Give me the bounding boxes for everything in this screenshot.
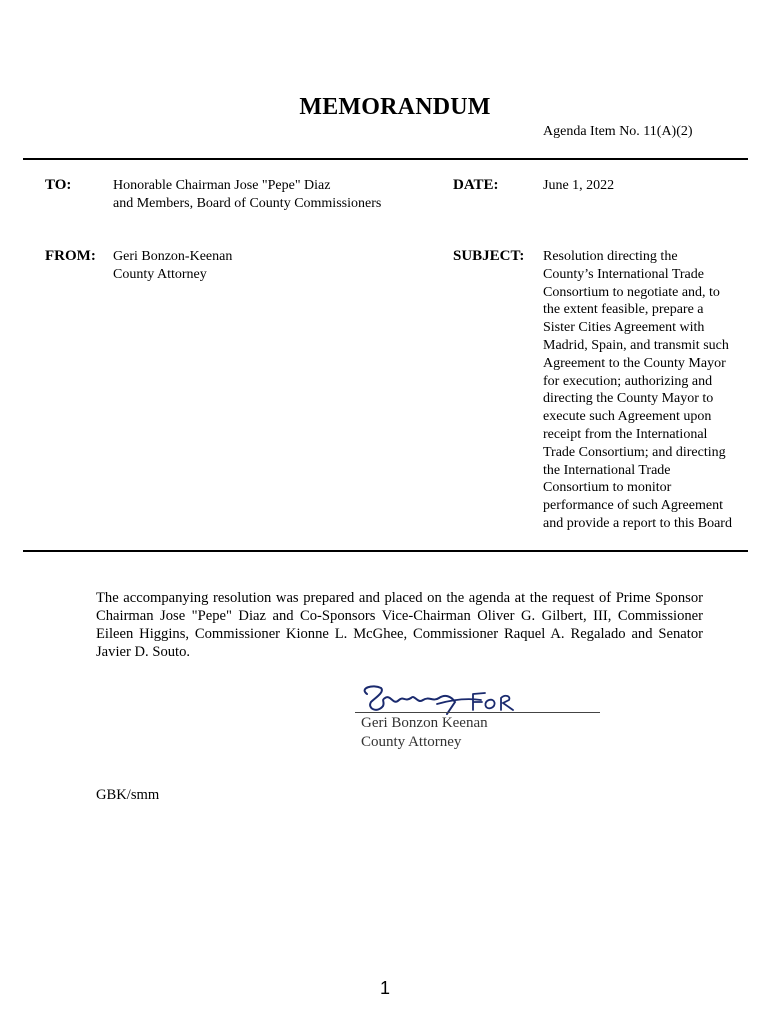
from-sender	[113, 248, 232, 284]
top-divider	[23, 158, 748, 160]
signer-title: County Attorney	[361, 734, 462, 750]
to-line-2: and Members, Board of County Commissioners	[113, 196, 382, 211]
date-value: June 1, 2022	[543, 178, 615, 193]
subject-line: Trade Consortium; and directing	[543, 444, 726, 460]
bottom-divider	[23, 550, 748, 552]
subject-line: directing the County Mayor to	[543, 391, 714, 407]
subject-line: Resolution directing the	[543, 249, 678, 264]
subject-line: and provide a report to this Board	[543, 515, 732, 531]
subject-line: Agreement to the County Mayor	[543, 355, 726, 371]
subject-line: County’s International Trade	[543, 266, 704, 282]
subject-line: Sister Cities Agreement with	[543, 320, 705, 336]
to-label: TO:	[45, 177, 72, 193]
subject-label: SUBJECT:	[453, 248, 525, 264]
from-line-2: County Attorney	[113, 267, 207, 282]
subject-line: for execution; authorizing and	[543, 373, 713, 389]
subject-line: receipt from the International	[543, 426, 708, 442]
typist-initials: GBK/smm	[96, 787, 160, 803]
signer-name: Geri Bonzon Keenan	[361, 715, 488, 731]
subject-line: the International Trade	[543, 462, 671, 478]
signature-block	[355, 680, 615, 760]
from-label: FROM:	[45, 248, 96, 264]
agenda-item-number: Agenda Item No. 11(A)(2)	[543, 124, 693, 139]
to-recipient	[113, 177, 381, 213]
to-line-1: Honorable Chairman Jose "Pepe" Diaz	[113, 178, 331, 193]
subject-text	[543, 248, 753, 533]
body-paragraph: The accompanying resolution was prepared and placed on the agenda at the request of Prime Sponsor Chairman Jose "Pepe" Diaz and Co-Sponsors Vice-Chairman Oliver G. Gilbert, III, Commissioner Eileen Higgins, Commissioner Kionne L. McGhee, Commissioner Raquel A. Regalado and Senator Javier D. Souto.	[96, 590, 703, 660]
subject-line: Madrid, Spain, and transmit such	[543, 337, 729, 353]
from-line-1: Geri Bonzon-Keenan	[113, 249, 233, 264]
handwritten-signature	[355, 680, 615, 720]
subject-line: performance of such Agreement	[543, 498, 723, 514]
subject-line: Consortium to negotiate and, to	[543, 284, 720, 300]
page-number: 1	[379, 978, 390, 998]
date-label: DATE:	[453, 177, 499, 193]
memo-title: MEMORANDUM	[299, 94, 491, 120]
subject-line: Consortium to monitor	[543, 480, 672, 496]
subject-line: execute such Agreement upon	[543, 409, 712, 425]
signature-line	[355, 712, 600, 713]
subject-line: the extent feasible, prepare a	[543, 302, 704, 318]
